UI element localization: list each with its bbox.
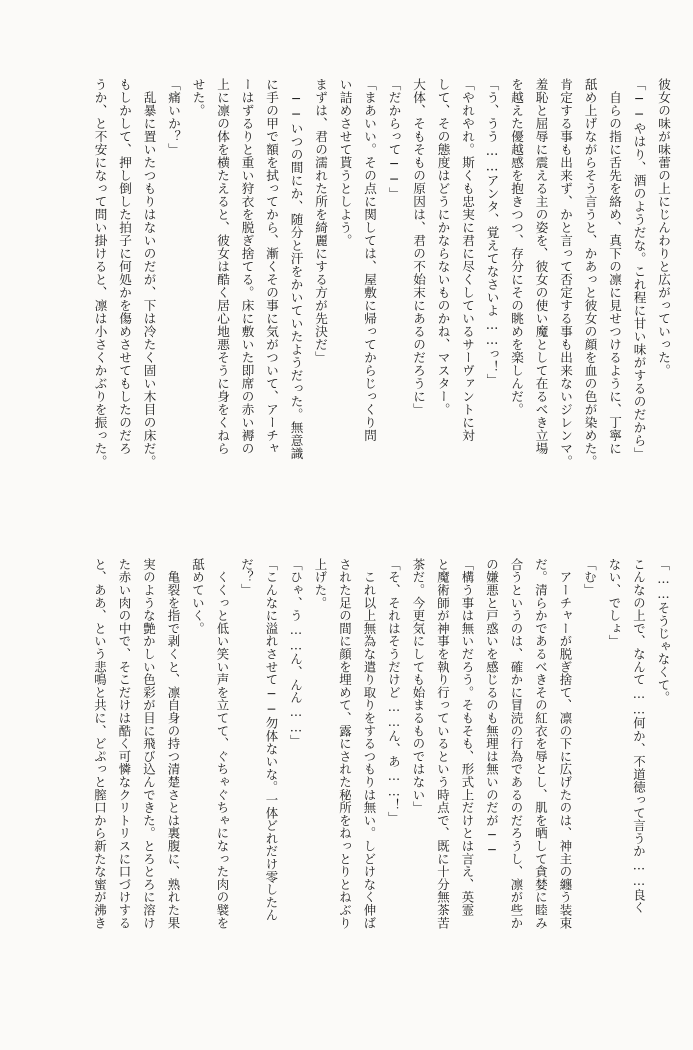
text-line: 乱暴に置いたつもりはないのだが、下は冷たく固い木目の床だ。	[141, 78, 157, 468]
text-line: と、ああ、という悲鳴と共に、どぷっと膣口から新たな蜜が沸き	[92, 558, 108, 930]
text-line: 舐め上げながらそう言うと、かあっと彼女の顔を血の色が染めた。	[582, 78, 598, 468]
text-line: 「……そうじゃなくて。	[656, 558, 671, 704]
text-line: こんなの上で、なんて……何か、不道徳って言うか……良く	[631, 558, 647, 914]
text-line: い詰めさせて貰うとしよう。	[337, 78, 353, 247]
text-line: と魔術師が神事を執り行っているという時点で、既に十分無茶苦	[435, 558, 451, 930]
text-line: だ？」	[239, 558, 255, 597]
upper-text-block	[75, 78, 675, 518]
text-line: 「こんなに溢れさせて──勿体ないな。一体どれだけ零したん	[264, 558, 279, 922]
text-line: 実のような艶かしい色彩が目に飛び込んできた。とろとろに溶け	[141, 558, 157, 930]
text-line: 肯定する事も出来ず、かと言って否定する事も出来ないジレンマ。	[558, 78, 573, 468]
text-line: だ。清らかであるべきその紅衣を辱とし、肌を晒して貪婪に睦み	[533, 558, 549, 930]
text-line: くくっと低い笑い声を立てて、ぐちゃぐちゃになった肉の襞を	[215, 558, 230, 930]
text-line: 彼女の味が味蕾の上にじんわりと広がっていった。	[656, 78, 671, 377]
text-line: 羞恥と屈辱に震える主の姿を、彼女の使い魔として在るべき立場	[533, 78, 549, 455]
text-line: 「む」	[582, 558, 598, 597]
text-line: に手の甲で額を拭ってから、漸くその事に気がついて、アーチャ	[264, 78, 279, 455]
text-line: 「ひゃ、う……ん、んん……」	[288, 558, 304, 748]
text-line: 茶だ。今更気にしても始まるものではない」	[411, 558, 426, 814]
text-line: 「構う事は無いだろう。そもそも、形式上だけとは言え、英霊	[460, 558, 475, 917]
text-line: 「だからって──」	[386, 78, 402, 200]
text-line: まずは、君の濡れた所を綺麗にする方が先決だ」	[313, 78, 328, 364]
lower-text-block	[92, 558, 675, 1008]
text-line: 「そ、それはそうだけど……ん、あ……！」	[386, 558, 402, 825]
text-line: 自らの指に舌先を絡め、真下の凛に見せつけるように、丁寧に	[607, 78, 622, 455]
text-line: これ以上無為な遣り取りをするつもりは無い。しどけなく伸ば	[362, 558, 377, 930]
text-line: 上げた。	[313, 558, 328, 610]
text-line: 「痛いか？」	[166, 78, 181, 156]
text-line: の嫌悪と戸惑いを感じるのも無理は無いのだが──	[484, 558, 500, 858]
text-line: ──いつの間にか、随分と汗をかいていたようだった。無意識	[288, 78, 304, 460]
text-line: を越えた優越感を抱きつつ、存分にその眺めを楽しんだ。	[509, 78, 524, 416]
text-line: された足の間に顔を埋めて、露にされた秘所をねっとりとねぶり	[337, 558, 353, 930]
text-line: もしかして、押し倒した拍子に何処かを傷めさせてもしたのだろ	[117, 78, 132, 455]
text-line: 舐めていく。	[190, 558, 206, 635]
text-line: 「やれやれ。斯くも忠実に君に尽くしているサーヴァントに対	[460, 78, 475, 442]
text-line: 大体、そもそもの原因は、君の不始末にあるのだろうに」	[411, 78, 426, 416]
text-line: 「う、うう……アンタ、覚えてなさいよ……っ！」	[484, 78, 500, 387]
text-line: して、その態度はどうにかならないものかね、マスター。	[435, 78, 451, 416]
text-line: せた。	[190, 78, 206, 117]
text-line: 亀裂を指で剥くと、凛自身の持つ清楚さとは裏腹に、熟れた果	[166, 558, 181, 930]
text-line: 上に凛の体を横たえると、彼女は酷く居心地悪そうに身をくねら	[215, 78, 230, 455]
text-line: た赤い肉の中で、そこだけは酷く可憐なクリトリスに口づけする	[117, 558, 132, 930]
text-line: 「──やはり、酒のようだな。これ程に甘い味がするのだから」	[631, 78, 647, 460]
text-line: ない、でしょ」	[607, 558, 622, 648]
text-line: アーチャーが脱ぎ捨て、凛の下に広げたのは、神主の纏う装束	[558, 558, 573, 930]
text-line: うか、と不安になって問い掛けると、凛は小さくかぶりを振った。	[92, 78, 108, 468]
text-line: 合うというのは、確かに冒涜の行為であるのだろうし、凛が些か	[509, 558, 524, 930]
text-line: 「まあいい。その点に関しては、屋敷に帰ってからじっくり問	[362, 78, 377, 442]
text-line: ーはずるりと重い狩衣を脱ぎ捨てる。床に敷いた即席の赤い褥の	[239, 78, 255, 455]
